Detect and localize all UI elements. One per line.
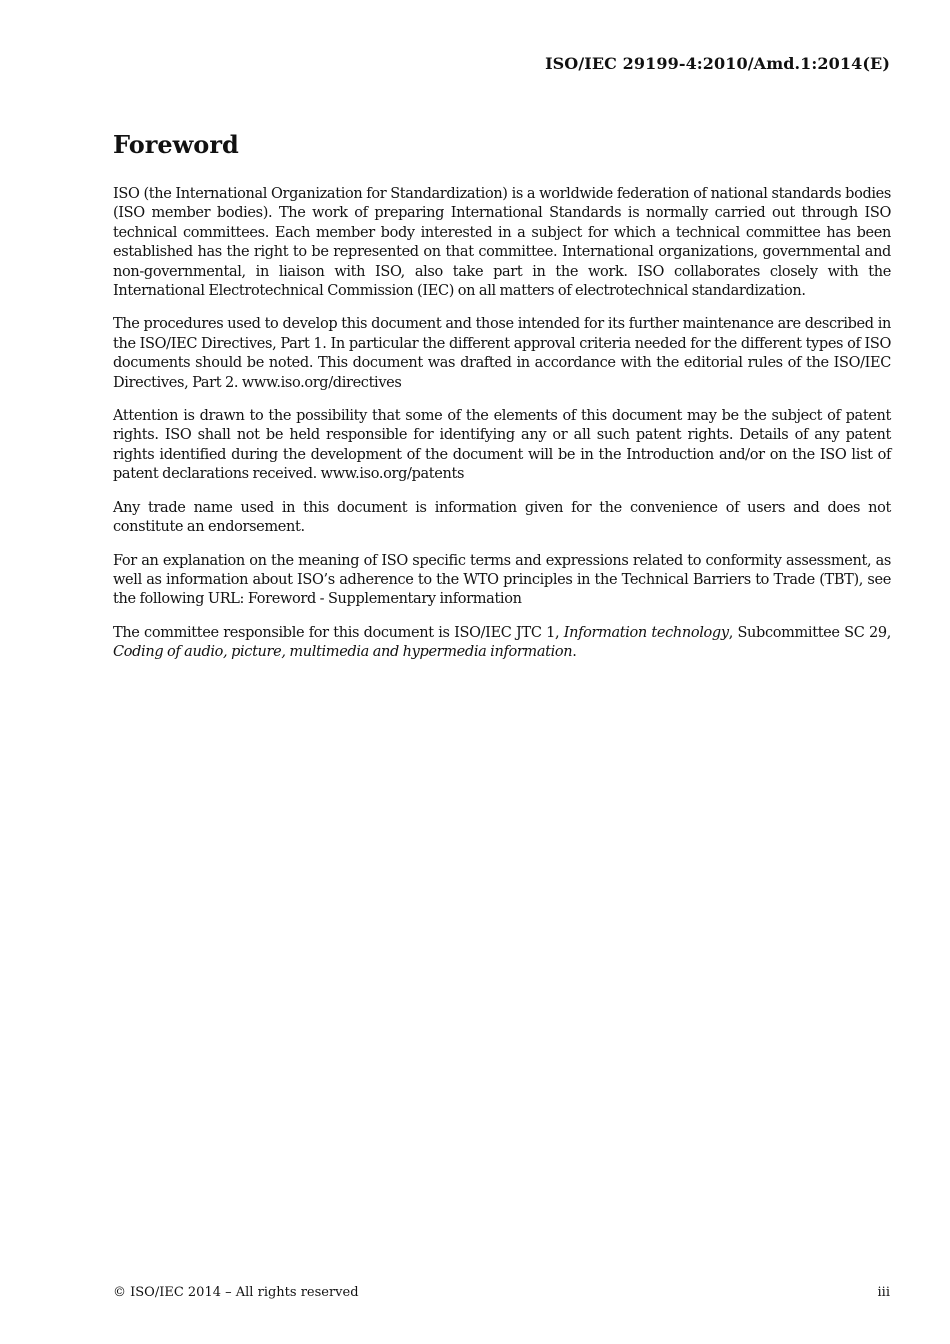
page-number: iii xyxy=(877,1285,890,1300)
subcommittee-name: Coding of audio, picture, multimedia and hypermedia information xyxy=(113,644,573,661)
committee-suffix: . xyxy=(572,644,577,661)
document-identifier: ISO/IEC 29199-4:2010/Amd.1:2014(E) xyxy=(545,54,890,73)
paragraph-procedures: The procedures used to develop this document and those intended for its further maintenance are described in the ISO/IEC Directives, Part 1. In particular the different approval criteria needed for the different types of ISO documents should be noted. This document was drafted in accordance with the editorial rules of the ISO/IEC Directives, Part 2. www.iso.org/directives xyxy=(113,316,891,391)
paragraph-conformity: For an explanation on the meaning of ISO specific terms and expressions related to conformity assessment, as well as information about ISO’s adherence to the WTO principles in the Technical Barriers to Trade (TBT), see the following URL: Foreword - Supplementary information xyxy=(113,552,891,608)
committee-prefix: The committee responsible for this document is ISO/IEC JTC 1, xyxy=(113,624,564,641)
committee-name: Information technology xyxy=(563,624,729,641)
paragraph-patent-rights: Attention is drawn to the possibility that some of the elements of this document may be the subject of patent rights. ISO shall not be held responsible for identifying any or all such patent rights. Details of any patent rights identified during the development of the document will be in the Introduction and/or on the ISO list of patent declarations received. www.iso.org/patents xyxy=(113,408,891,483)
committee-middle: , Subcommittee SC 29, xyxy=(728,624,891,641)
copyright-notice: © ISO/IEC 2014 – All rights reserved xyxy=(113,1285,359,1300)
paragraph-trade-name: Any trade name used in this document is information given for the convenience of users and does not constitute an endorsement. xyxy=(113,499,891,536)
paragraph-iso-overview: ISO (the International Organization for Standardization) is a worldwide federation of national standards bodies (ISO member bodies). The work of preparing International Standards is normally carried out through ISO technical committees. Each member body interested in a subject for which a technical committee has been established has the right to be represented on that committee. International organizations, governmental and non-governmental, in liaison with ISO, also take part in the work. ISO collaborates closely with the International Electrotechnical Commission (IEC) on all matters of electrotechnical standardization. xyxy=(113,186,891,300)
section-title: Foreword xyxy=(113,130,239,159)
paragraph-committee xyxy=(113,624,891,663)
foreword-body xyxy=(113,185,891,677)
